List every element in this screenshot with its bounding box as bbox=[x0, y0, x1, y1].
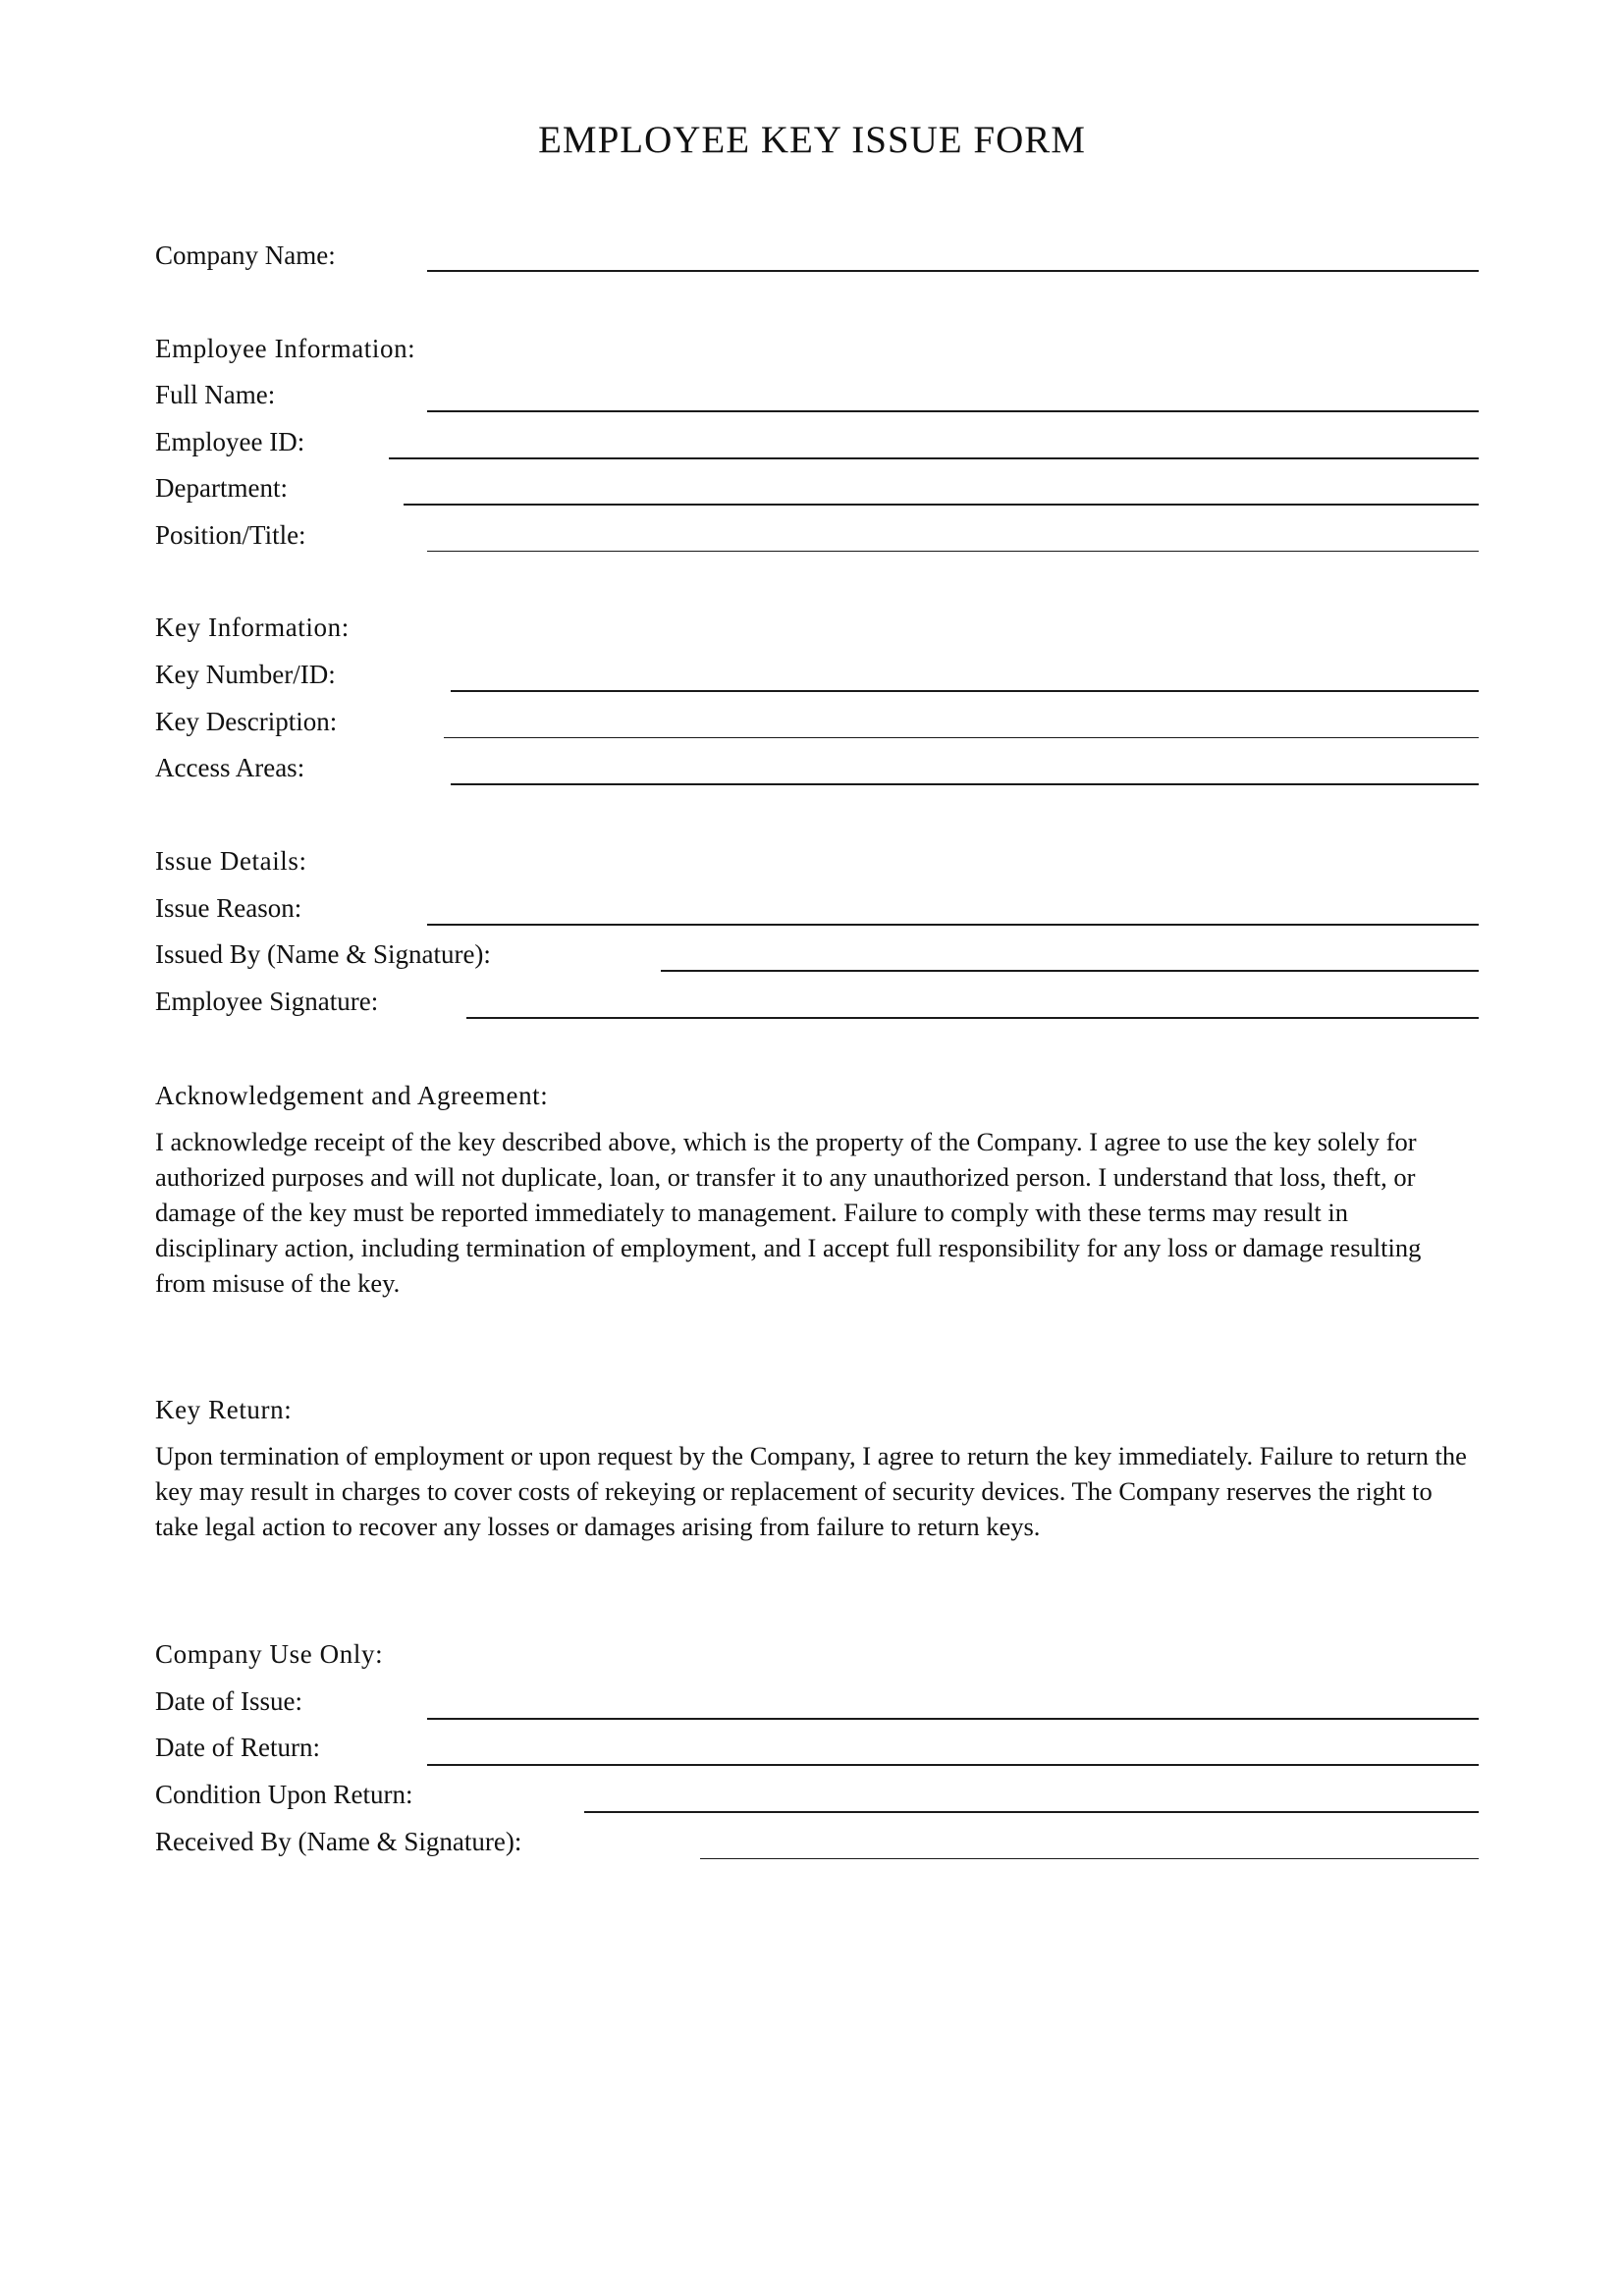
company-name-label: Company Name: bbox=[155, 240, 336, 270]
key-return-heading: Key Return: bbox=[155, 1395, 293, 1424]
full-name-field[interactable] bbox=[427, 410, 1479, 412]
department-label: Department: bbox=[155, 473, 288, 503]
condition-upon-return-label: Condition Upon Return: bbox=[155, 1780, 413, 1809]
company-use-heading: Company Use Only: bbox=[155, 1639, 384, 1669]
issued-by-field[interactable] bbox=[661, 970, 1479, 972]
received-by-label: Received By (Name & Signature): bbox=[155, 1827, 522, 1856]
key-number-label: Key Number/ID: bbox=[155, 660, 336, 689]
department-field[interactable] bbox=[404, 504, 1479, 506]
key-return-paragraph: Upon termination of employment or upon request by the Company, I agree to return the key immediately. Failure to return the key may result in charges to cover costs of rekeying or replacement of security devices. The Company reserves the right to take legal action to recover any losses or damages arising from failure to return keys. bbox=[155, 1441, 1467, 1541]
date-of-return-field[interactable] bbox=[427, 1764, 1479, 1766]
company-name-field[interactable] bbox=[427, 270, 1479, 272]
access-areas-field[interactable] bbox=[451, 783, 1479, 785]
employee-signature-field[interactable] bbox=[466, 1017, 1479, 1019]
employee-information-heading: Employee Information: bbox=[155, 334, 416, 363]
key-number-field[interactable] bbox=[451, 690, 1479, 692]
date-of-return-label: Date of Return: bbox=[155, 1733, 320, 1762]
issue-reason-label: Issue Reason: bbox=[155, 893, 302, 923]
date-of-issue-label: Date of Issue: bbox=[155, 1686, 302, 1716]
key-description-field[interactable] bbox=[444, 737, 1479, 738]
condition-upon-return-field[interactable] bbox=[584, 1811, 1479, 1813]
employee-id-field[interactable] bbox=[389, 457, 1479, 459]
form-title: EMPLOYEE KEY ISSUE FORM bbox=[538, 119, 1086, 161]
acknowledgement-heading: Acknowledgement and Agreement: bbox=[155, 1081, 549, 1110]
issue-details-heading: Issue Details: bbox=[155, 846, 307, 876]
key-information-heading: Key Information: bbox=[155, 613, 350, 642]
issued-by-label: Issued By (Name & Signature): bbox=[155, 939, 491, 969]
full-name-label: Full Name: bbox=[155, 380, 276, 409]
employee-id-label: Employee ID: bbox=[155, 427, 305, 456]
date-of-issue-field[interactable] bbox=[427, 1718, 1479, 1720]
key-description-label: Key Description: bbox=[155, 707, 338, 736]
received-by-field[interactable] bbox=[700, 1858, 1479, 1859]
issue-reason-field[interactable] bbox=[427, 924, 1479, 926]
position-title-label: Position/Title: bbox=[155, 520, 306, 550]
position-title-field[interactable] bbox=[427, 551, 1479, 552]
employee-signature-label: Employee Signature: bbox=[155, 987, 379, 1016]
acknowledgement-paragraph: I acknowledge receipt of the key described above, which is the property of the Company. I agree to use the key solely for authorized purposes and will not duplicate, loan, or transfer it to any unauthorized person. I understand that loss, theft, or damage of the key must be reported immediately to management. Failure to comply with these terms may result in disciplinary action, including termination of employment, and I accept full responsibility for any loss or damage resulting from misuse of the key. bbox=[155, 1127, 1422, 1298]
access-areas-label: Access Areas: bbox=[155, 753, 305, 782]
